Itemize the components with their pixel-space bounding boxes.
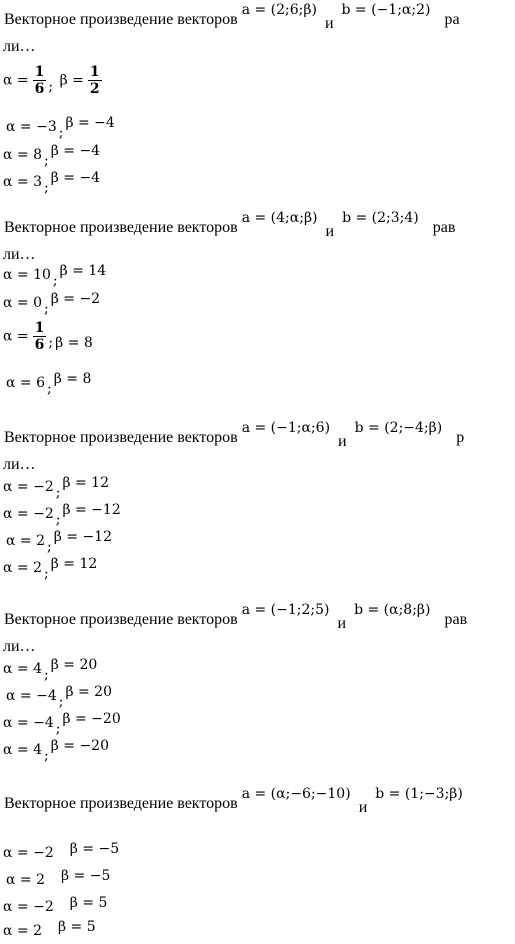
separator: ; (44, 667, 49, 683)
answer-option[interactable] (3, 475, 109, 501)
beta-value: β = $\frac{1}{2}$ (59, 64, 100, 97)
vector-a: a = (2;6;β) (241, 2, 317, 18)
answer-option[interactable] (3, 738, 109, 764)
separator: ; (44, 748, 49, 764)
answer-option[interactable] (6, 529, 112, 555)
question-stem (4, 602, 468, 632)
beta-value: β = 14 (59, 263, 107, 279)
conjunction: и (325, 223, 335, 240)
alpha-value: α = $\frac{1}{6}$ (3, 64, 45, 97)
separator: ; (44, 153, 49, 169)
stem-text: Векторное произведение векторов (4, 429, 238, 446)
beta-value: β = −12 (62, 502, 121, 518)
vector-b: b = (2;−4;β) (354, 420, 443, 436)
answer-option[interactable] (3, 502, 121, 528)
question-stem (4, 210, 456, 240)
beta-value: β = −20 (62, 711, 121, 727)
vector-b: b = (1;−3;β) (375, 786, 463, 802)
separator: ; (55, 485, 61, 501)
separator: ; (55, 721, 61, 737)
alpha-value: α = 2 (3, 923, 42, 939)
alpha-value: α = 2 (3, 560, 42, 576)
answer-option[interactable] (3, 657, 98, 683)
stem-continuation: ли… (3, 456, 36, 473)
vector-b: b = (α;8;β) (354, 602, 431, 618)
vector-a: a = (4;α;β) (241, 210, 318, 226)
separator: ; (48, 78, 54, 95)
stem-tail: р (456, 429, 465, 446)
answer-option[interactable] (3, 263, 107, 289)
answer-option[interactable] (3, 711, 121, 737)
vector-a: a = (α;−6;−10) (241, 786, 351, 802)
answer-option[interactable] (6, 371, 92, 397)
alpha-value: α = −4 (6, 688, 57, 704)
conjunction: и (337, 615, 347, 632)
answer-option[interactable] (3, 291, 101, 317)
alpha-value: α = −2 (3, 845, 54, 861)
stem-text: Векторное произведение векторов (4, 611, 238, 628)
answer-option[interactable] (6, 684, 112, 710)
answer-option[interactable] (6, 868, 111, 889)
beta-value: β = 12 (50, 556, 98, 572)
alpha-value: α = −4 (3, 715, 54, 731)
beta-value: β = −12 (53, 529, 112, 545)
separator: ; (52, 273, 58, 289)
alpha-value: α = −3 (6, 119, 57, 135)
question-4 (0, 602, 515, 800)
alpha-value: α = −2 (3, 479, 54, 495)
question-1 (0, 2, 515, 200)
alpha-value: α = 8 (3, 147, 42, 163)
answer-option[interactable] (3, 919, 96, 940)
beta-value: β = 5 (69, 895, 108, 911)
beta-value: β = −4 (65, 115, 115, 131)
vector-b: b = (−1;α;2) (341, 2, 431, 18)
vector-a: a = (−1;2;5) (241, 602, 330, 618)
answer-option[interactable] (3, 841, 120, 862)
alpha-value: α = 0 (3, 295, 42, 311)
vector-b: b = (2;3;4) (342, 210, 419, 226)
separator: ; (44, 566, 49, 582)
beta-value: β = −20 (50, 738, 109, 754)
conjunction: и (324, 15, 334, 32)
beta-value: β = 12 (62, 475, 109, 491)
answer-option[interactable] (3, 170, 101, 196)
answer-option[interactable] (3, 895, 108, 916)
separator: ; (47, 381, 52, 397)
question-5 (0, 786, 515, 944)
separator: ; (44, 180, 49, 196)
separator: ; (44, 301, 49, 317)
answer-option[interactable] (3, 556, 98, 582)
stem-tail: рав (444, 611, 468, 628)
separator: ; (55, 512, 61, 528)
vector-a: a = (−1;α;6) (241, 420, 331, 436)
question-stem (4, 786, 473, 816)
alpha-value: α = −2 (3, 506, 54, 522)
question-3 (0, 420, 515, 618)
question-stem (4, 420, 465, 450)
separator: ; (47, 539, 52, 555)
stem-continuation: ли… (3, 246, 36, 263)
answer-option[interactable] (6, 115, 115, 141)
stem-tail: ра (444, 11, 460, 28)
alpha-value: α = 2 (6, 533, 45, 549)
question-2 (0, 210, 515, 408)
stem-text: Векторное произведение векторов (4, 795, 238, 812)
separator: ; (58, 694, 64, 710)
answer-option[interactable] (3, 143, 101, 169)
beta-value: β = −4 (50, 143, 101, 159)
beta-value: β = 5 (58, 919, 96, 935)
stem-tail: рав (432, 219, 456, 236)
separator: ; (48, 334, 54, 351)
alpha-value: α = 10 (3, 267, 51, 283)
answer-option[interactable] (3, 64, 102, 97)
stem-text: Векторное произведение векторов (4, 219, 238, 236)
conjunction: и (338, 433, 347, 450)
conjunction: и (358, 799, 368, 816)
alpha-value: α = −2 (3, 899, 54, 915)
stem-text: Векторное произведение векторов (4, 11, 238, 28)
beta-value: β = −2 (50, 291, 101, 307)
alpha-value: α = 3 (3, 174, 42, 190)
answer-option[interactable] (3, 320, 93, 353)
question-stem (4, 2, 460, 32)
beta-value: β = 20 (65, 684, 112, 700)
stem-continuation: ли… (3, 38, 36, 55)
stem-continuation: ли… (3, 638, 36, 655)
beta-value: β = −5 (61, 868, 111, 884)
beta-value: β = 8 (53, 371, 92, 387)
alpha-value: α = 2 (6, 872, 45, 888)
beta-value: β = 20 (50, 657, 98, 673)
alpha-value: α = 4 (3, 661, 42, 677)
alpha-value: α = 6 (6, 375, 45, 391)
alpha-value: α = $\frac{1}{6}$ (3, 320, 45, 353)
beta-value: β = −4 (50, 170, 101, 186)
alpha-value: α = 4 (3, 742, 42, 758)
separator: ; (58, 125, 64, 141)
beta-value: β = 8 (55, 334, 93, 351)
beta-value: β = −5 (69, 841, 120, 857)
